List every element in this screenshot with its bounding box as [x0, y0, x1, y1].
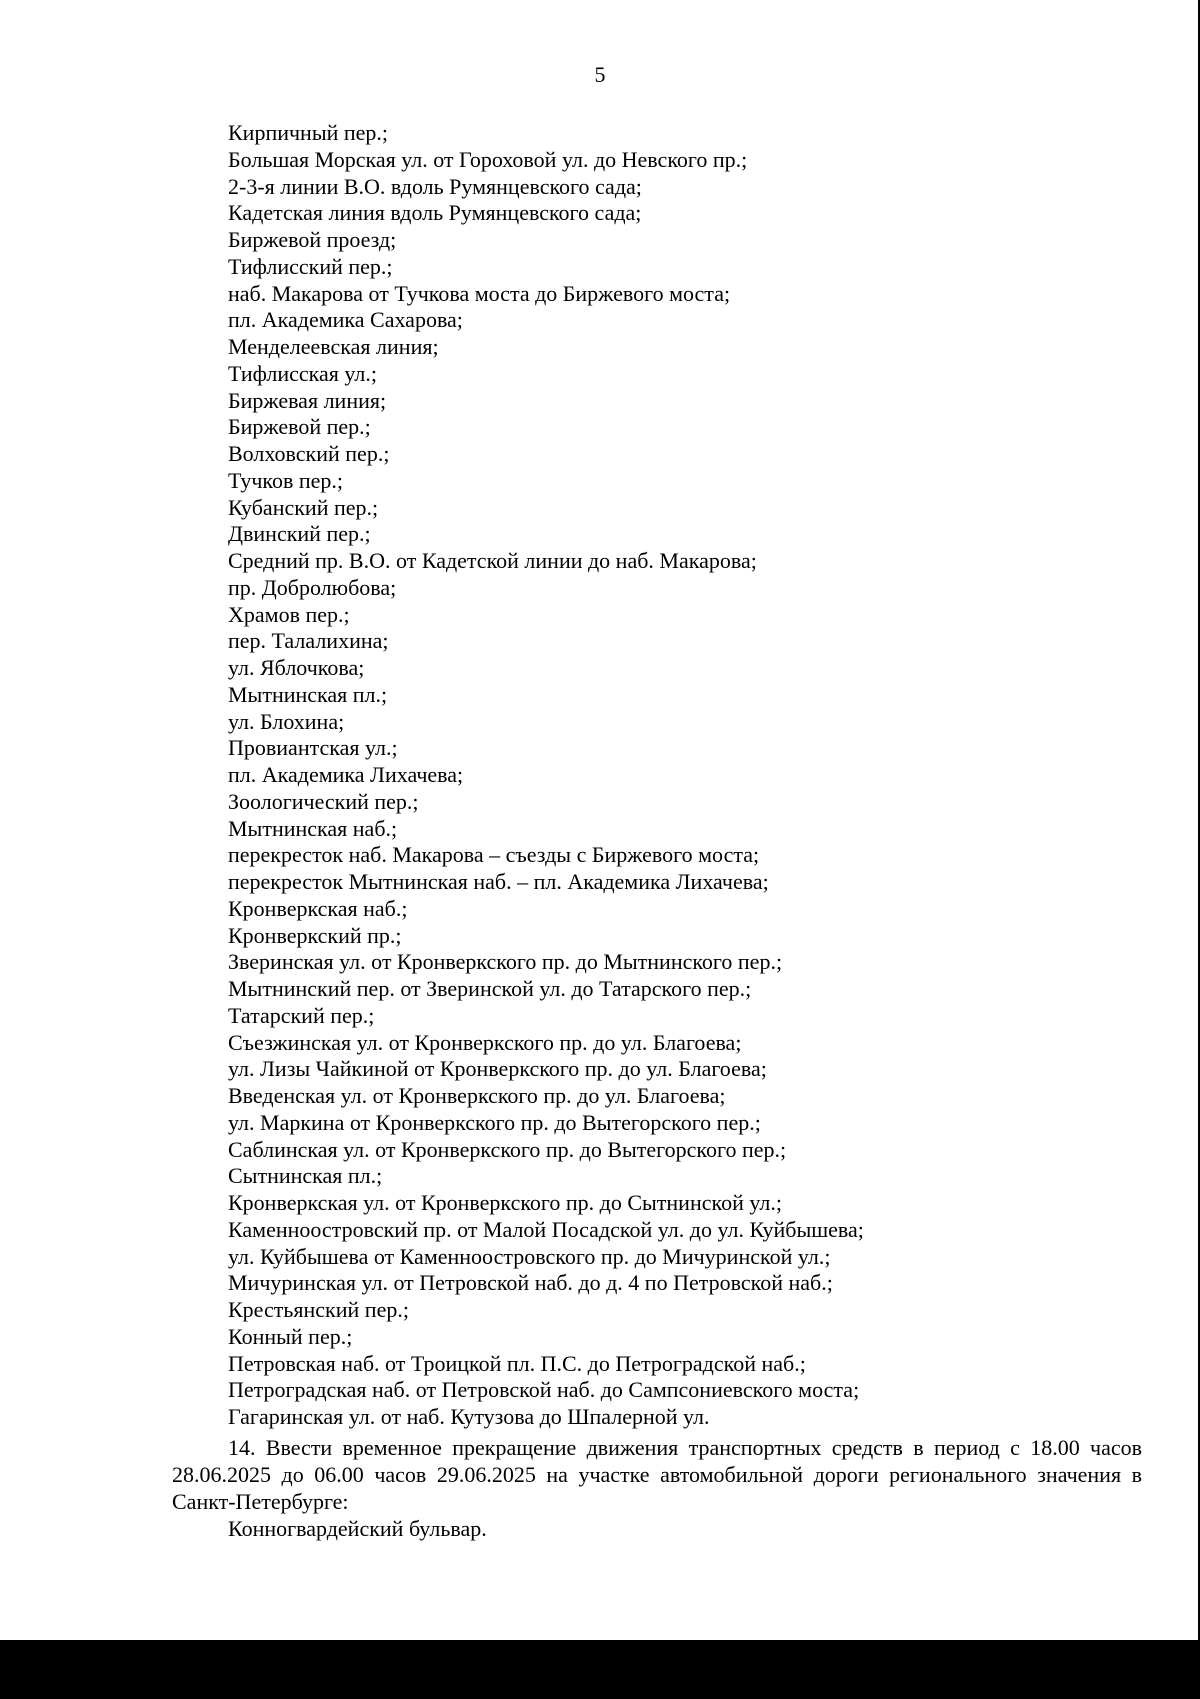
list-item: Кубанский пер.; — [228, 494, 379, 520]
list-item: 2-3-я линии В.О. вдоль Румянцевского сада; — [228, 173, 642, 199]
list-item: перекресток наб. Макарова – съезды с Биржевого моста; — [228, 842, 760, 868]
list-item: Кронверкская наб.; — [228, 895, 408, 921]
list-item: пр. Добролюбова; — [228, 574, 397, 600]
list-item: Провиантская ул.; — [228, 735, 398, 761]
list-item: Кронверкский пр.; — [228, 922, 402, 948]
list-item: Зверинская ул. от Кронверкского пр. до Мытнинского пер.; — [228, 949, 783, 975]
list-item: Съезжинская ул. от Кронверкского пр. до ул. Благоева; — [228, 1029, 742, 1055]
list-item: Каменноостровский пр. от Малой Посадской ул. до ул. Куйбышева; — [228, 1216, 864, 1242]
list-item: пл. Академика Лихачева; — [228, 762, 464, 787]
list-item: Средний пр. В.О. от Кадетской линии до наб. Макарова; — [228, 548, 757, 573]
list-item: Биржевой проезд; — [228, 227, 397, 252]
list-item: ул. Блохина; — [228, 708, 345, 734]
street-list — [228, 120, 864, 1431]
list-item: Волховский пер.; — [228, 441, 390, 466]
list-item: перекресток Мытнинская наб. – пл. Академика Лихачева; — [228, 869, 769, 894]
list-item: ул. Яблочкова; — [228, 655, 365, 680]
list-item: Петроградская наб. от Петровской наб. до Сампсониевского моста; — [228, 1377, 860, 1403]
list-item: Крестьянский пер.; — [228, 1297, 409, 1322]
list-item: Храмов пер.; — [228, 601, 350, 627]
list-item: Конный пер.; — [228, 1323, 353, 1349]
list-item: пер. Талалихина; — [228, 628, 389, 654]
list-item: ул. Маркина от Кронверкского пр. до Вытегорского пер.; — [228, 1109, 761, 1135]
list-item: Гагаринская ул. от наб. Кутузова до Шпалерной ул. — [228, 1404, 710, 1429]
list-item: Биржевой пер.; — [228, 414, 371, 440]
list-item: Саблинская ул. от Кронверкского пр. до Вытегорского пер.; — [228, 1136, 787, 1162]
list-item: Мичуринская ул. от Петровской наб. до д. 4 по Петровской наб.; — [228, 1270, 833, 1296]
list-item: Тучков пер.; — [228, 467, 344, 493]
list-item: Менделеевская линия; — [228, 334, 439, 359]
list-item: Большая Морская ул. от Гороховой ул. до Невского пр.; — [228, 146, 748, 172]
paragraph-14: 14. Ввести временное прекращение движения транспортных средств в период с 18.00 часов 28.06.2025 до 06.00 часов 29.06.2025 на участке автомобильной дороги регионального значения в Санкт-Петербурге: — [172, 1435, 1142, 1514]
list-item: ул. Куйбышева от Каменноостровского пр. до Мичуринской ул.; — [228, 1243, 831, 1269]
list-item: Кирпичный пер.; — [228, 120, 389, 145]
list-item: Кадетская линия вдоль Румянцевского сада; — [228, 200, 642, 226]
page-number: 5 — [594, 62, 606, 87]
list-item: Тифлисская ул.; — [228, 360, 378, 386]
list-item: Тифлисский пер.; — [228, 253, 393, 279]
list-item: Зоологический пер.; — [228, 788, 419, 814]
list-item: Мытнинский пер. от Зверинской ул. до Татарского пер.; — [228, 976, 752, 1001]
list-item: Татарский пер.; — [228, 1002, 375, 1028]
list-item: Введенская ул. от Кронверкского пр. до ул. Благоева; — [228, 1083, 726, 1108]
list-item: Биржевая линия; — [228, 387, 387, 413]
list-item: Кронверкская ул. от Кронверкского пр. до Сытнинской ул.; — [228, 1190, 782, 1215]
paragraph-14-street: Конногвардейский бульвар. — [228, 1516, 487, 1541]
list-item: Мытнинская пл.; — [228, 681, 388, 707]
list-item: ул. Лизы Чайкиной от Кронверкского пр. до ул. Благоева; — [228, 1056, 767, 1082]
list-item: Мытнинская наб.; — [228, 815, 398, 841]
list-item: Сытнинская пл.; — [228, 1163, 383, 1189]
list-item: Двинский пер.; — [228, 521, 371, 547]
list-item: пл. Академика Сахарова; — [228, 307, 463, 333]
list-item: наб. Макарова от Тучкова моста до Биржевого моста; — [228, 280, 731, 306]
list-item: Петровская наб. от Троицкой пл. П.С. до Петроградской наб.; — [228, 1350, 806, 1376]
